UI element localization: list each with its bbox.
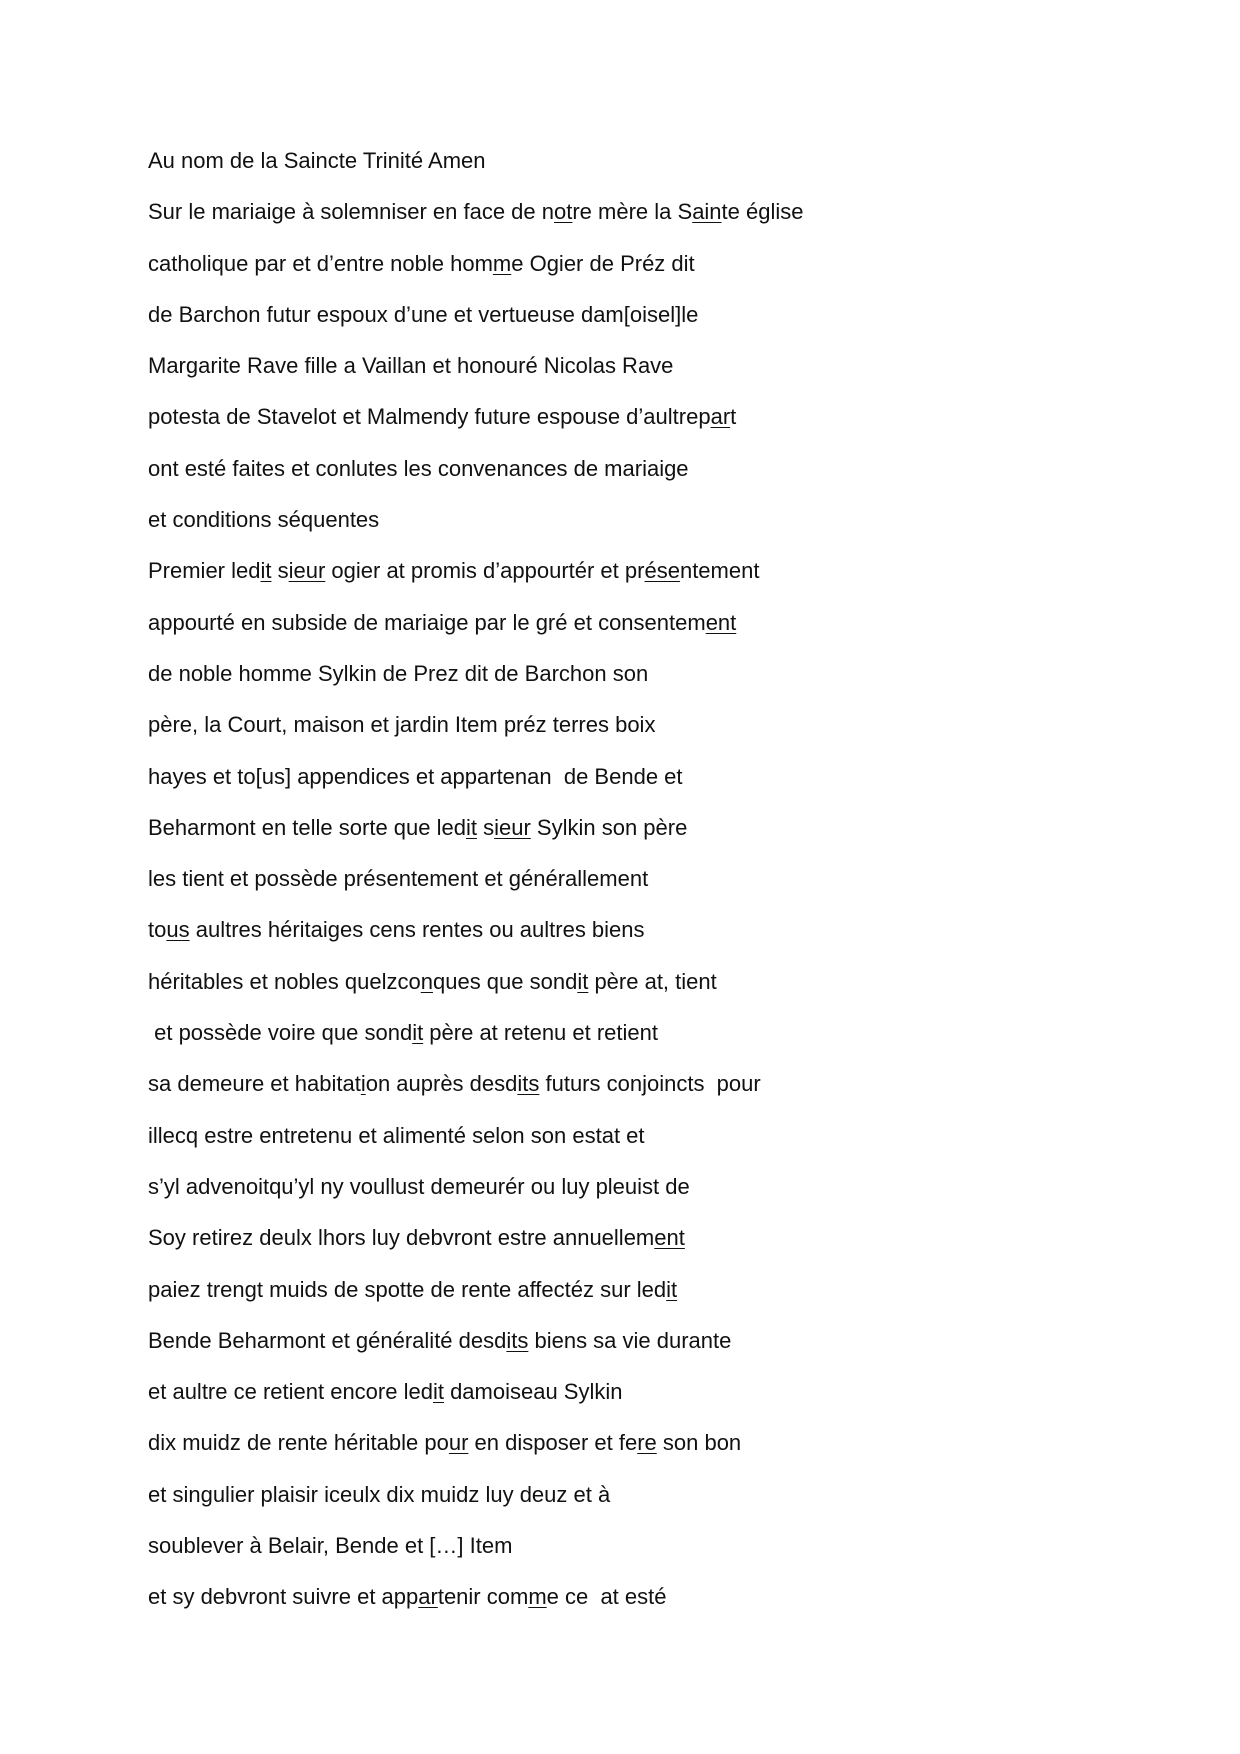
text-line <box>148 1582 804 1633</box>
text-segment: ques que sond <box>432 968 578 994</box>
text-line <box>148 608 804 659</box>
text-line <box>148 300 804 351</box>
text-segment: catholique par et d’entre noble hom <box>148 250 493 276</box>
text-segment: Sylkin son père <box>530 814 688 840</box>
underlined-abbreviation: it <box>432 1379 444 1405</box>
underlined-abbreviation: m <box>528 1584 547 1610</box>
text-line <box>148 1223 804 1274</box>
text-segment: ont esté faites et conlutes les convenances de mariaige <box>148 455 689 481</box>
underlined-abbreviation: i <box>360 1071 366 1097</box>
text-line <box>148 1069 804 1120</box>
text-segment: te église <box>721 199 804 225</box>
text-segment: et aultre ce retient encore led <box>148 1379 433 1405</box>
text-segment: père at, tient <box>588 968 717 994</box>
text-segment: soublever à Belair, Bende et […] Item <box>148 1533 513 1559</box>
text-segment: et conditions séquentes <box>148 507 380 533</box>
text-segment: sa demeure et habitat <box>148 1071 361 1097</box>
text-segment: ntement <box>679 558 760 584</box>
text-segment: paiez trengt muids de spotte de rente affectéz sur led <box>148 1276 667 1302</box>
text-segment: Premier led <box>148 558 261 584</box>
text-line <box>148 1121 804 1172</box>
text-line <box>148 813 804 864</box>
text-line <box>148 710 804 761</box>
transcription-body <box>148 146 804 1634</box>
underlined-abbreviation: ent <box>654 1225 685 1251</box>
underlined-abbreviation: n <box>420 968 433 994</box>
text-segment: père, la Court, maison et jardin Item préz terres boix <box>148 712 656 738</box>
text-line <box>148 505 804 556</box>
text-segment: père at retenu et retient <box>423 1020 659 1046</box>
underlined-abbreviation: its <box>506 1327 529 1353</box>
underlined-abbreviation: its <box>517 1071 540 1097</box>
text-line <box>148 967 804 1018</box>
text-segment: les tient et possède présentement et générallement <box>148 866 649 892</box>
text-segment: on auprès desd <box>365 1071 518 1097</box>
text-line <box>148 1480 804 1531</box>
text-segment: potesta de Stavelot et Malmendy future espouse d’aultrep <box>148 404 711 430</box>
text-segment: appourté en subside de mariaige par le gré et consentem <box>148 609 706 635</box>
text-segment: Beharmont en telle sorte que led <box>148 814 466 840</box>
text-segment: s <box>476 814 495 840</box>
underlined-abbreviation: ot <box>554 199 573 225</box>
underlined-abbreviation: ain <box>692 199 722 225</box>
text-segment: futurs conjoincts pour <box>539 1071 761 1097</box>
text-segment: en disposer et fe <box>468 1430 638 1456</box>
underlined-abbreviation: ur <box>448 1430 469 1456</box>
text-line <box>148 1275 804 1326</box>
underlined-abbreviation: us <box>166 917 190 943</box>
text-segment: e ce at esté <box>546 1584 667 1610</box>
text-segment: Bende Beharmont et généralité desd <box>148 1327 507 1353</box>
text-line <box>148 864 804 915</box>
text-segment: biens sa vie durante <box>528 1327 732 1353</box>
underlined-abbreviation: it <box>577 968 589 994</box>
text-segment: re mère la S <box>572 199 693 225</box>
text-line <box>148 249 804 300</box>
underlined-abbreviation: re <box>637 1430 657 1456</box>
underlined-abbreviation: it <box>260 558 272 584</box>
text-line <box>148 915 804 966</box>
underlined-abbreviation: ése <box>644 558 680 584</box>
text-segment: Soy retirez deulx lhors luy debvront estre annuellem <box>148 1225 655 1251</box>
text-segment: tenir com <box>437 1584 529 1610</box>
underlined-abbreviation: ar <box>710 404 731 430</box>
text-segment: de noble homme Sylkin de Prez dit de Barchon son <box>148 660 649 686</box>
text-segment: Margarite Rave fille a Vaillan et honouré Nicolas Rave <box>148 353 674 379</box>
underlined-abbreviation: it <box>465 814 477 840</box>
text-line <box>148 1428 804 1479</box>
text-segment: s’yl advenoitqu’yl ny voullust demeurér ou luy pleuist de <box>148 1173 690 1199</box>
text-segment: son bon <box>656 1430 742 1456</box>
text-segment: damoiseau Sylkin <box>443 1379 623 1405</box>
text-segment: aultres héritaiges cens rentes ou aultres biens <box>189 917 645 943</box>
text-segment: hayes et to[us] appendices et appartenan de Bende et <box>148 763 683 789</box>
text-line <box>148 197 804 248</box>
text-line <box>148 454 804 505</box>
text-line <box>148 556 804 607</box>
text-segment: t <box>730 404 737 430</box>
text-line <box>148 659 804 710</box>
underlined-abbreviation: ieur <box>288 558 326 584</box>
underlined-abbreviation: it <box>666 1276 678 1302</box>
text-line <box>148 1377 804 1428</box>
underlined-abbreviation: ar <box>418 1584 438 1610</box>
text-line <box>148 1018 804 1069</box>
text-segment: Au nom de la Saincte Trinité Amen <box>148 148 486 173</box>
text-segment: et singulier plaisir iceulx dix muidz luy deuz et à <box>148 1481 611 1507</box>
text-segment: héritables et nobles quelzco <box>148 968 421 994</box>
underlined-abbreviation: m <box>492 250 512 276</box>
text-line <box>148 1326 804 1377</box>
text-line <box>148 351 804 402</box>
text-line <box>148 1172 804 1223</box>
text-line <box>148 402 804 453</box>
underlined-abbreviation: it <box>412 1020 424 1046</box>
text-segment: dix muidz de rente héritable po <box>148 1430 449 1456</box>
text-segment: e Ogier de Préz dit <box>511 250 695 276</box>
text-segment: Sur le mariaige à solemniser en face de n <box>148 199 554 225</box>
text-line <box>148 1531 804 1582</box>
text-segment: illecq estre entretenu et alimenté selon son estat et <box>148 1122 645 1148</box>
text-line <box>148 146 804 197</box>
text-segment: et possède voire que sond <box>148 1020 413 1046</box>
text-segment: s <box>271 558 289 584</box>
text-segment: de Barchon futur espoux d’une et vertueuse dam[oisel]le <box>148 301 699 327</box>
text-segment: ogier at promis d’appourtér et pr <box>325 558 645 584</box>
text-segment: et sy debvront suivre et app <box>148 1584 419 1610</box>
underlined-abbreviation: ent <box>705 609 737 635</box>
underlined-abbreviation: ieur <box>494 814 531 840</box>
text-line <box>148 762 804 813</box>
text-segment: to <box>148 917 167 943</box>
